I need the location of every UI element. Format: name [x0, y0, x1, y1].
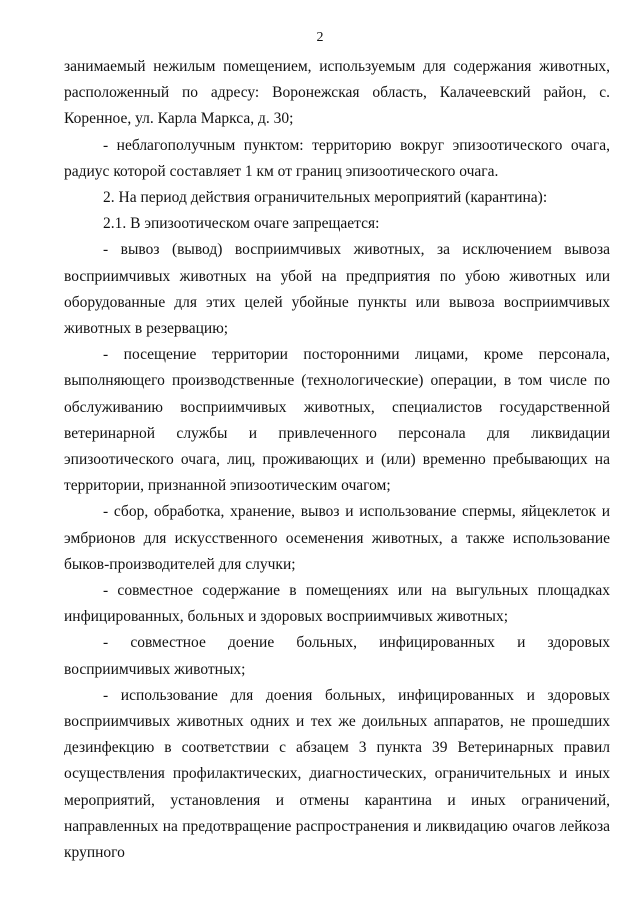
page-number: 2 — [316, 30, 324, 45]
paragraph-semen-ban: - сбор, обработка, хранение, вывоз и использование спермы, яйцеклеток и эмбрионов для искусственного осеменения животных, а также использование быков-производителей для случки; — [64, 503, 610, 573]
document-body — [64, 54, 610, 866]
paragraph-unsafe-point: - неблагополучным пунктом: территорию вокруг эпизоотического очага, радиус которой составляет 1 км от границ эпизоотического очага. — [64, 136, 610, 180]
paragraph-milking-equipment-ban: - использование для доения больных, инфицированных и здоровых восприимчивых животных одних и тех же доильных аппаратов, не прошедших дезинфекцию в соответствии с абзацем 3 пункта 39 Ветеринарных правил осуществления профилактических, диагностических, ограничительных и иных мероприятий, установления и отмены карантина и иных ограничений, направленных на предотвращение распространения и ликвидацию очагов лейкоза крупного — [64, 686, 610, 862]
paragraph-restrictions-heading: 2. На период действия ограничительных мероприятий (карантина): — [103, 189, 548, 207]
paragraph-prohibited-heading: 2.1. В эпизоотическом очаге запрещается: — [103, 215, 380, 233]
paragraph-visit-ban: - посещение территории посторонними лицами, кроме персонала, выполняющего производственные (технологические) операции, в том числе по обслуживанию восприимчивых животных, специалистов государственной ветеринарной службы и привлеченного персонала для ликвидации эпизоотического очага, лиц, проживающих и (или) временно пребывающих на территории, признанной эпизоотическим очагом; — [64, 346, 610, 495]
paragraph-address: занимаемый нежилым помещением, используемым для содержания животных, расположенный по адресу: Воронежская область, Калачеевский район, с. Коренное, ул. Карла Маркса, д. 30; — [64, 58, 610, 128]
paragraph-joint-milking-ban: - совместное доение больных, инфицированных и здоровых восприимчивых животных; — [64, 634, 610, 678]
paragraph-export-ban: - вывоз (вывод) восприимчивых животных, за исключением вывоза восприимчивых животных на убой на предприятия по убою животных или оборудованные для этих целей убойные пункты или вывоза восприимчивых животных в резервацию; — [64, 241, 610, 338]
paragraph-joint-keeping-ban: - совместное содержание в помещениях или на выгульных площадках инфицированных, больных и здоровых восприимчивых животных; — [64, 582, 610, 626]
